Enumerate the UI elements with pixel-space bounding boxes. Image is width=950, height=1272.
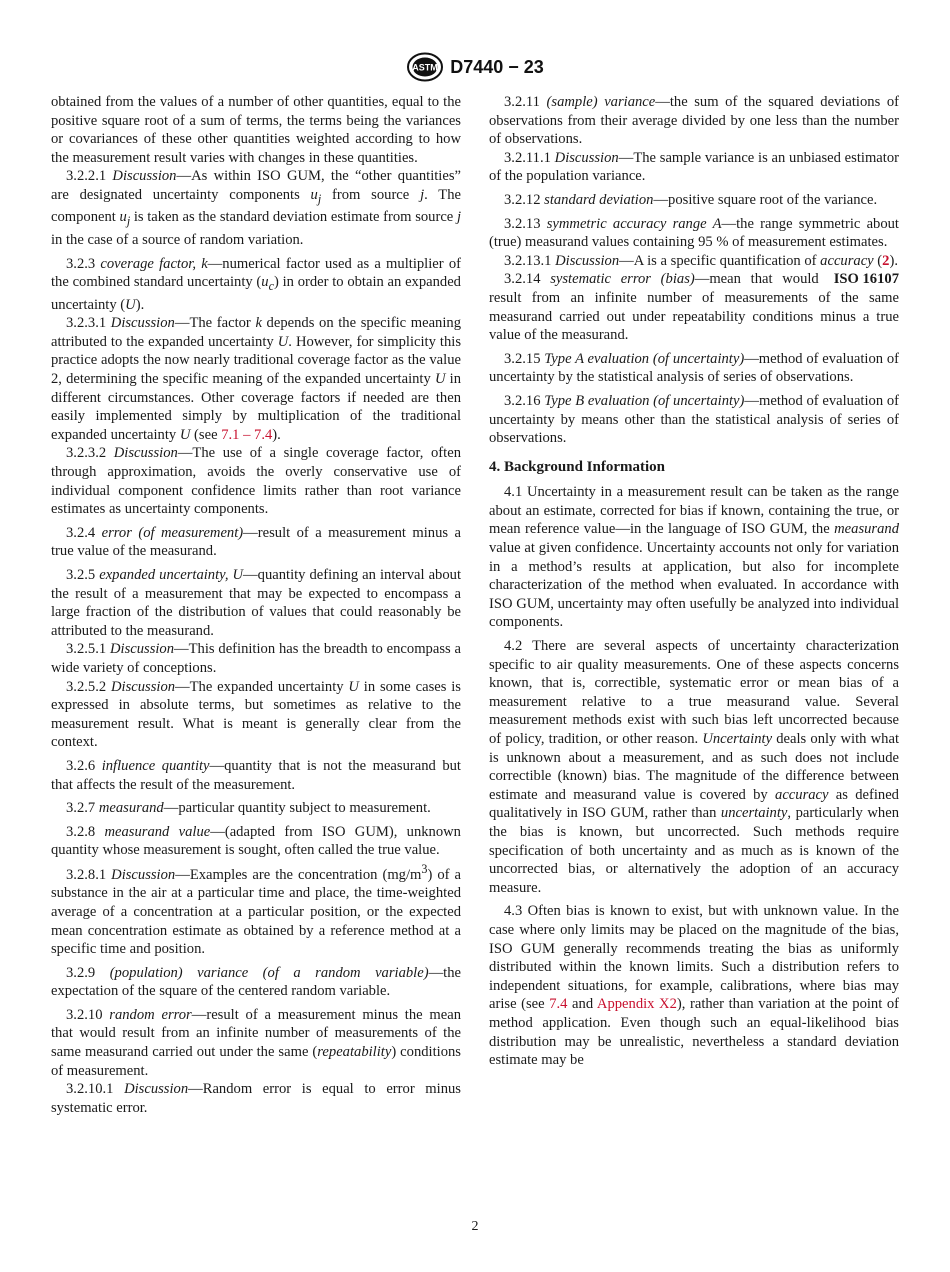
section-3-2-3: 3.2.3 coverage factor, k—numerical factor used as a multiplier of the combined standard uncertainty $(u_c)$ in order to obtain an expanded uncertainty (U). [51,255,461,313]
left-column [51,93,461,1117]
section-3-2-5-1: 3.2.5.1 Discussion—This definition has the breadth to encompass a wide variety of conceptions. [51,641,461,676]
section-4-1: 4.1 Uncertainty in a measurement result can be taken as the range about an estimate, corrected for bias if known, containing the true, or mean reference value—in the language of ISO GUM, the measurand value at given confidence. Uncertainty accounts not only for variation in a method’s results at application, but also for incomplete characterization of the method when evaluated. In accordance with ISO GUM, uncertainty may often usefully be analyzed into individual components. [489,484,899,631]
iso-source-label: ISO 16107 [833,271,899,288]
right-column [489,93,899,1070]
section-3-2-8: 3.2.8 measurand value—(adapted from ISO GUM), unknown quantity whose measurement is sought, often called the true value. [51,823,461,859]
section-heading-background: 4. Background Information [489,458,666,475]
section-3-2-5: 3.2.5 expanded uncertainty, U—quantity defining an interval about the result of a measurement that may be expected to encompass a large fraction of the distribution of values that could reasonably be attributed to the measurand. [51,566,461,639]
page-number: 2 [471,1219,479,1234]
section-3-2-9: 3.2.9 (population) variance (of a random variable)—the expectation of the square of the centered random variable. [51,964,461,1000]
reference-link-2[interactable]: 2 [882,252,890,269]
section-3-2-10: 3.2.10 random error—result of a measurement minus the mean that would result from an infinite number of measurements of the same measurand carried out under the same (repeatability) conditions of measurement. [51,1006,462,1079]
section-3-2-4: 3.2.4 error (of measurement)—result of a measurement minus a true value of the measurand. [51,524,461,560]
section-3-2-5-2: 3.2.5.2 Discussion—The expanded uncertainty U in some cases is expressed in absolute terms, but sometimes as relative to the measurement result. What is meant is generally clear from the context. [51,678,461,751]
section-3-2-13: 3.2.13 symmetric accuracy range A—the range symmetric about (true) measurand values containing 95 % of measurement estimates. [489,215,899,251]
page-header [0,52,950,87]
section-3-2-3-1: 3.2.3.1 Discussion—The factor k depends on the specific meaning attributed to the expanded uncertainty U. However, for simplicity this practice adopts the now nearly traditional coverage factor as the value 2, determining the specific meaning of the expanded uncertainty U in different circumstances. Other coverage factors if needed are then easily implemented simply by multiplication of the traditional expanded uncertainty U (see 7.1 – 7.4). [51,315,462,443]
section-3-2-16: 3.2.16 Type B evaluation (of uncertainty)—method of evaluation of uncertainty by means other than the statistical analysis of series of observations. [489,392,899,447]
section-link-7-4[interactable]: 7.4 [549,996,568,1013]
section-4-3: 4.3 Often bias is known to exist, but with unknown value. In the case where only limits may be placed on the magnitude of the bias, ISO GUM generally recommends treating the bias as uniformly distributed within the known limits. Such a distribution refers to independent situations, for example, calibrations, where bias may arise (see 7.4 and Appendix X2), rather than variation at the point of method application. Even though such an equal-likelihood bias distribution may be unrealistic, nevertheless a standard deviation estimate may be [489,903,900,1069]
section-3-2-15: 3.2.15 Type A evaluation (of uncertainty)—method of evaluation of uncertainty by the statistical analysis of series of observations. [489,350,899,386]
section-3-2-12: 3.2.12 standard deviation—positive square root of the variance. [504,191,878,208]
section-4-2: 4.2 There are several aspects of uncertainty characterization specific to air quality measurements. One of these aspects concerns known, that is, correctible, systematic error or mean bias of a measurement relative to a true measurand value. Several measurement methods exist with such bias left uncorrected because of policy, tradition, or other reason. Uncertainty deals only with what is unknown about a measurement, and as such does not include correctible (known) bias. The magnitude of the difference between estimate and measurand value is covered by accuracy as defined qualitatively in ISO GUM, rather than uncertainty, particularly when the bias is known, but uncorrected. Such methods require specification of both uncertainty and as much as is known of the uncorrected bias, or alternatively the adoption of an accuracy measure. [489,638,899,896]
section-3-2-2-1: 3.2.2.1 Discussion—As within ISO GUM, the “other quantities” are designated uncertainty components $u_j$ from source j. The component $u_j$ is taken as the standard deviation estimate from source j in the case of a source of random variation. [51,168,461,248]
document-designation: D7440 − 23 [450,56,544,77]
section-3-2-11: 3.2.11 (sample) variance—the sum of the squared deviations of observations from their average divided by one less than the number of observations. [489,94,899,148]
section-3-2-14: 3.2.14 systematic error (bias)—mean that would result from an infinite number of measurements of the same measurand carried out under repeatability conditions minus a true value of the measurand. [489,271,899,344]
section-3-2-7: 3.2.7 measurand—particular quantity subject to measurement. [66,800,431,817]
section-3-2-13-1: 3.2.13.1 Discussion—A is a specific quantification of accuracy (2). ISO 16107 [504,252,899,288]
section-3-2-6: 3.2.6 influence quantity—quantity that is not the measurand but that affects the result of the measurement. [51,757,461,793]
svg-text:ASTM: ASTM [412,62,438,73]
section-3-2-10-1: 3.2.10.1 Discussion—Random error is equal to error minus systematic error. [51,1081,461,1116]
section-3-2-3-2: 3.2.3.2 Discussion—The use of a single coverage factor, often through approximation, avoids the overly conservative use of individual component confidence limits rather than root variance estimates as uncertainty components. [51,445,461,518]
section-link-7-1-7-4[interactable]: 7.1 – 7.4 [221,426,273,443]
astm-logo-icon [406,52,444,82]
section-3-2-8-1: 3.2.8.1 Discussion—Examples are the concentration $(mg/m^3)$ of a substance in the air at a particular time and place, the time-weighted average of a concentration at a particular position, or the expected mean concentration estimate as obtained by a reference method at a specific time and position. [51,861,461,958]
appendix-x2-link[interactable]: Appendix X2 [596,996,677,1013]
paragraph-continuation: obtained from the values of a number of other quantities, equal to the positive square root of a sum of terms, the terms being the variances or covariances of these other quantities weighted according to how the measurement result varies with changes in these quantities. [51,94,461,166]
section-3-2-11-1: 3.2.11.1 Discussion—The sample variance is an unbiased estimator of the population variance. [489,149,899,185]
